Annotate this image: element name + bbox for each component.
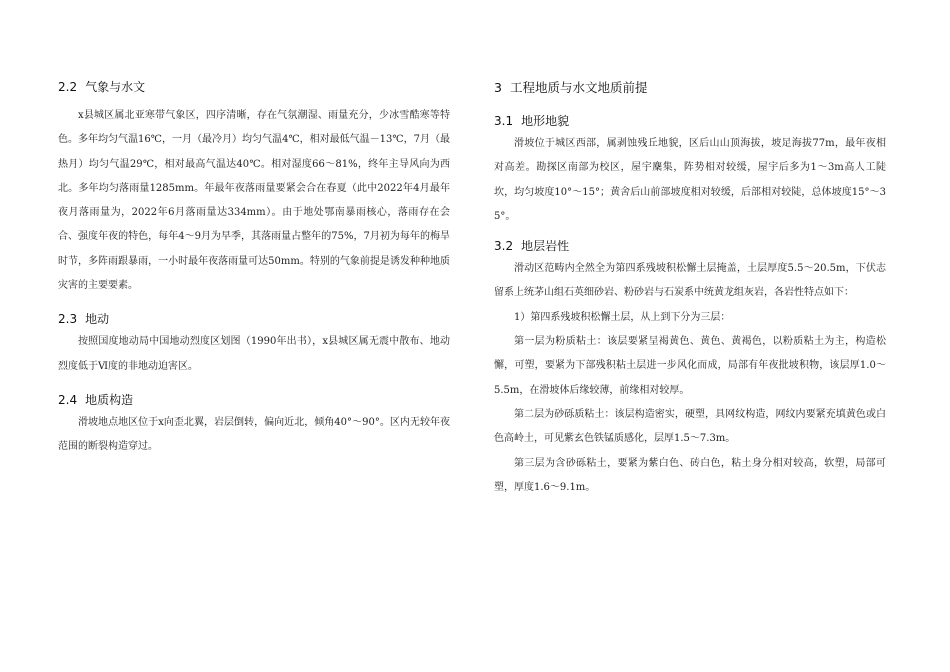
section-3-2-list-item: 1）第四系残坡积松懈土层，从上到下分为三层： bbox=[514, 311, 731, 323]
section-3-2-paragraph-intro: 滑动区范畴内全然全为第四系残坡积松懈土层掩盖，土层厚度5.5～20.5m，下伏志留系上统茅山组石英细砂岩、粉砂岩与石炭系中统黄龙组灰岩，各岩性特点如下： bbox=[494, 263, 886, 299]
layer-1-paragraph: 第一层为粉质粘土：该层要紧呈褐黄色、黄色、黄褐色，以粉质粘土为主，构造松懈，可塑，要紧为下部残积粘土层进一步风化而成，局部有年夜批坡积物，该层厚1.0～5.5m，在滑坡体后缘较薄，前缘相对较厚。 bbox=[494, 336, 886, 396]
section-2-3-title: 地动 bbox=[85, 312, 110, 327]
layer-3-paragraph: 第三层为含砂砾粘土，要紧为紫白色、砖白色，粘土身分相对较高，软塑，局部可塑，厚度1.6～9.1m。 bbox=[494, 457, 886, 493]
section-2-2-paragraph: x县城区属北亚寒带气象区，四序清晰，存在气氛潮湿、雨量充分，少冰雪酷寒等特色。多年均匀气温16℃，一月（最冷月）均匀气温4℃，相对最低气温－13℃，7月（最热月）均匀气温29℃，相对最高气温达40℃。相对湿度66～81%，终年主导风向为西北。多年均匀落雨量1285mm。年最年夜落雨量要紧会合在春夏（此中2022年4月最年夜月落雨量为，2022年6月落雨量达334mm）。由于地处鄂南暴雨核心，落雨存在会合、强度年夜的特色，每年4～9月为早季，其落雨量占整年的75%，7月初为每年的梅旱时节，多阵雨跟暴雨，一小时最年夜落雨量可达50mm。特别的气象前提是诱发种种地质灾害的主要要素。 bbox=[58, 110, 450, 292]
right-column bbox=[494, 76, 886, 500]
section-3-title: 工程地质与水文地质前提 bbox=[509, 80, 648, 95]
section-3-2-title: 地层岩性 bbox=[521, 239, 570, 254]
section-3-1-number: 3.1 bbox=[494, 114, 514, 128]
section-3-1-paragraph: 滑坡位于城区西部，属剥蚀残丘地貌，区后山山顶海拔，坡足海拔77m，最年夜相对高差。勘探区南部为校区，屋宇麇集，阵势相对较缓，屋宇后多为1～3m高人工陡坎，均匀坡度10°～15°；黄舍后山前部坡度相对较缓，后部相对较陡，总体坡度15°～35°。 bbox=[494, 138, 886, 222]
section-3-2-number: 3.2 bbox=[494, 239, 514, 254]
left-column bbox=[58, 76, 450, 460]
section-2-4-paragraph: 滑坡地点地区位于x向歪北翼，岩层倒转，偏向近北，倾角40°～90°。区内无较年夜范围的断裂构造穿过。 bbox=[58, 416, 450, 453]
section-2-4-heading bbox=[58, 389, 450, 411]
section-2-3-paragraph: 按照国度地动局中国地动烈度区划图（1990年出书），x县城区属无震中散布、地动烈度低于Ⅵ度的非地动迫害区。 bbox=[58, 336, 450, 372]
section-2-4-number: 2.4 bbox=[58, 392, 78, 407]
section-2-2-number: 2.2 bbox=[58, 80, 78, 94]
section-3-2-heading bbox=[494, 235, 886, 257]
section-3-1-heading bbox=[494, 110, 886, 132]
section-3-1-title: 地形地貌 bbox=[521, 114, 570, 128]
section-3-heading bbox=[494, 76, 886, 100]
section-2-2-title: 气象与水文 bbox=[85, 80, 146, 94]
section-3-number: 3 bbox=[494, 80, 502, 95]
section-2-3-heading bbox=[58, 308, 450, 330]
layer-2-paragraph: 第二层为砂砾质粘土：该层构造密实，硬塑，具网纹构造，网纹内要紧充填黄色或白色高岭土，可见紫玄色铁锰质感化，层厚1.5～7.3m。 bbox=[494, 408, 886, 445]
section-2-4-title: 地质构造 bbox=[85, 392, 134, 407]
section-2-3-number: 2.3 bbox=[58, 312, 78, 327]
section-2-2-heading bbox=[58, 76, 450, 98]
